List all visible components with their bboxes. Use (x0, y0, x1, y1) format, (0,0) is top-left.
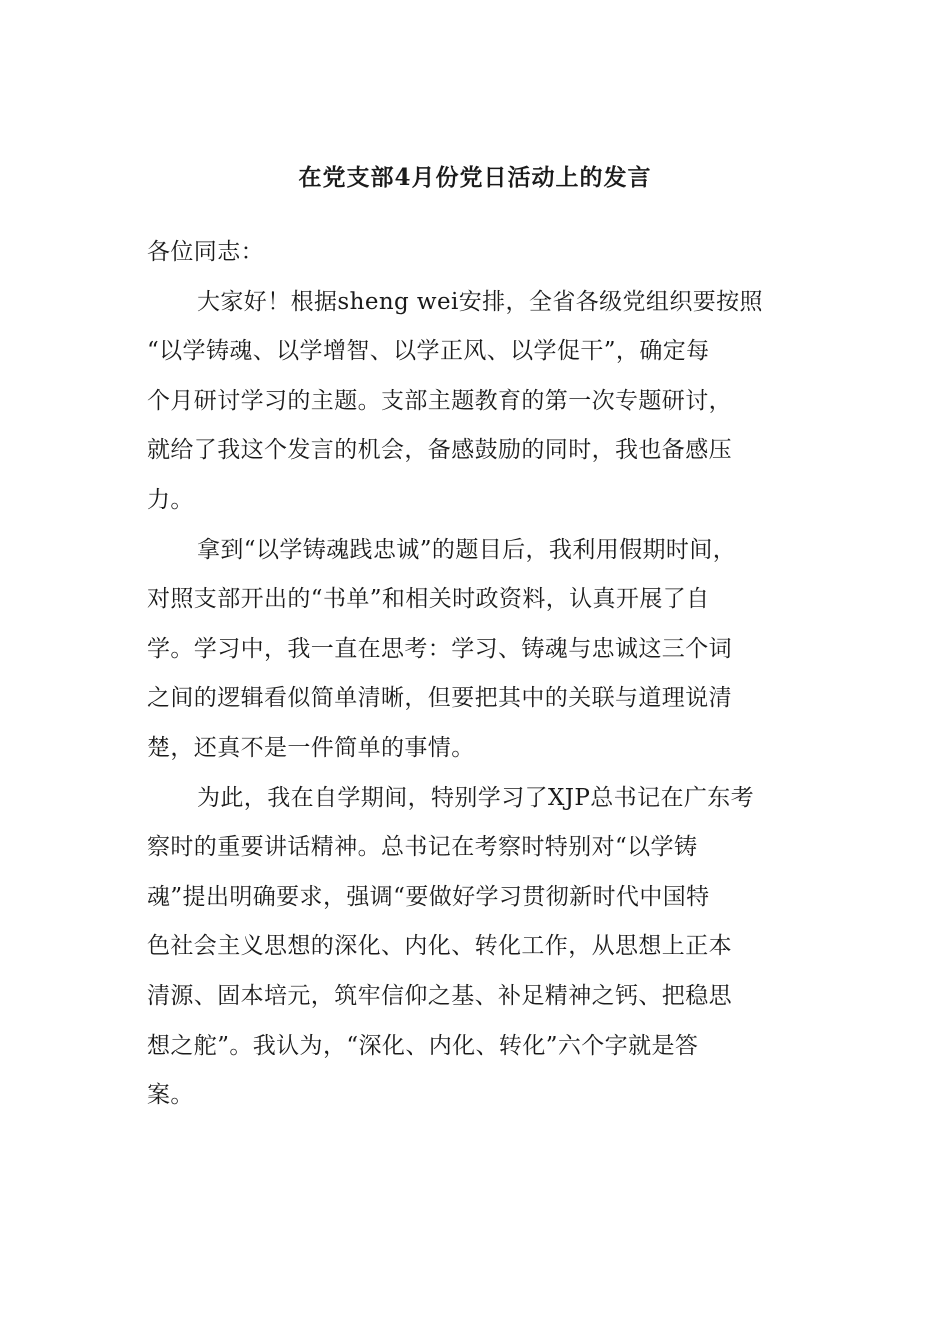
paragraph-line: 力。 (147, 486, 194, 513)
paragraph-line: 想之舵”。我认为，“深化、内化、转化”六个字就是答 (147, 1032, 699, 1059)
paragraph-3 (147, 774, 807, 1121)
document-body (147, 228, 807, 1121)
salutation: 各位同志： (147, 239, 264, 265)
paragraph-line: 察时的重要讲话精神。总书记在考察时特别对“以学铸 (147, 834, 698, 861)
document-title: 在党支部4月份党日活动上的发言 (298, 164, 652, 191)
paragraph-line: 为此，我在自学期间，特别学习了XJP总书记在广东考 (197, 784, 755, 811)
paragraph-1 (147, 278, 807, 526)
paragraph-line: 色社会主义思想的深化、内化、转化工作，从思想上正本 (147, 933, 732, 960)
paragraph-line: 学。学习中，我一直在思考：学习、铸魂与忠诚这三个词 (147, 635, 732, 662)
paragraph-line: 大家好！根据sheng wei安排，全省各级党组织要按照 (197, 288, 763, 315)
paragraph-line: 案。 (147, 1082, 194, 1109)
paragraph-line: 对照支部开出的“书单”和相关时政资料，认真开展了自 (147, 586, 710, 613)
paragraph-line: 魂”提出明确要求，强调“要做好学习贯彻新时代中国特 (147, 883, 710, 910)
paragraph-line: 就给了我这个发言的机会，备感鼓励的同时，我也备感压 (147, 437, 732, 464)
paragraph-line: 个月研讨学习的主题。支部主题教育的第一次专题研讨， (147, 387, 732, 414)
paragraph-2 (147, 526, 807, 774)
paragraph-line: 楚，还真不是一件简单的事情。 (147, 734, 475, 761)
paragraph-line: 之间的逻辑看似简单清晰，但要把其中的关联与道理说清 (147, 685, 732, 712)
paragraph-line: “以学铸魂、以学增智、以学正风、以学促干”，确定每 (147, 338, 710, 365)
paragraph-line: 清源、固本培元，筑牢信仰之基、补足精神之钙、把稳思 (147, 982, 732, 1009)
paragraph-line: 拿到“以学铸魂践忠诚”的题目后，我利用假期时间， (197, 536, 737, 563)
